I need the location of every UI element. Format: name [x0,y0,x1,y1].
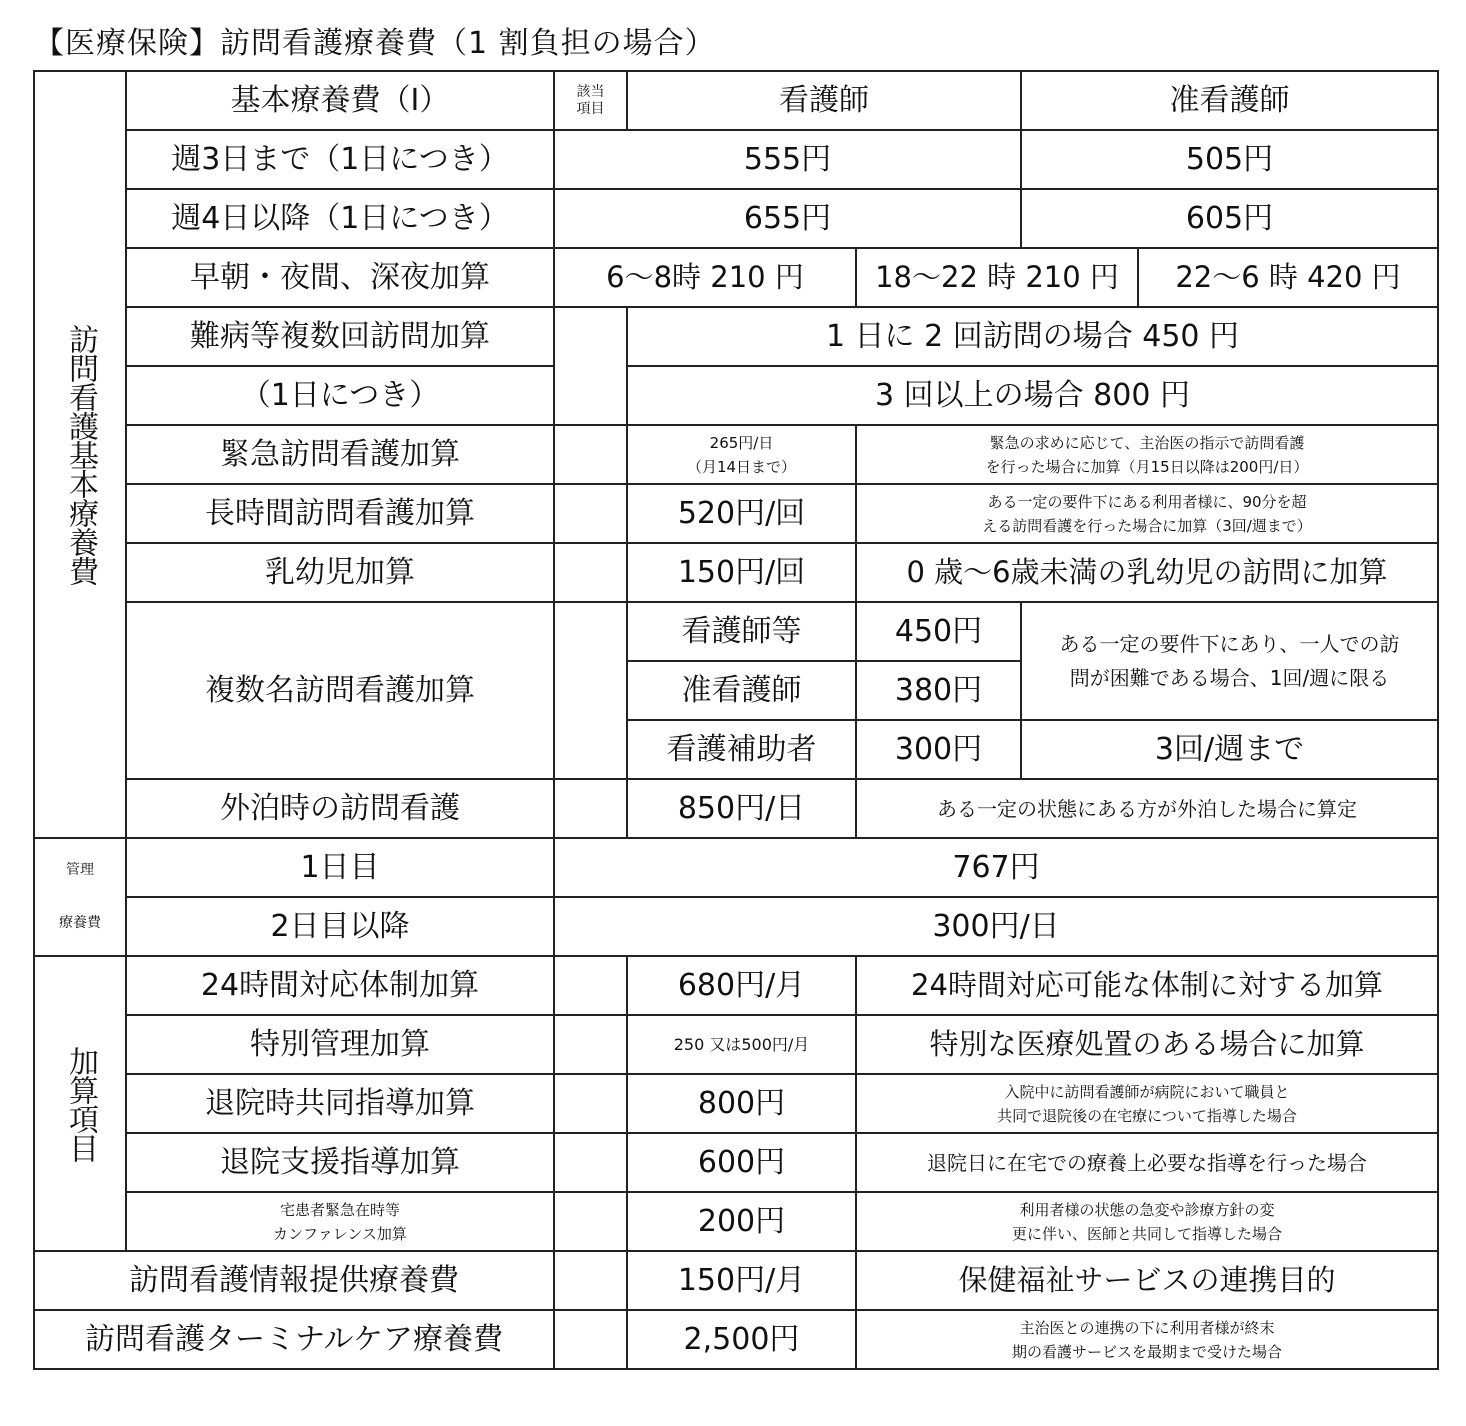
note-cell: 保健福祉サービスの連携目的 [856,1251,1438,1310]
row-label [126,1192,554,1251]
note-cell: 特別な医療処置のある場合に加算 [856,1015,1438,1074]
row-label: 複数名訪問看護加算 [126,602,554,779]
table-row [34,543,1438,602]
applicable-cell [554,1074,627,1133]
section-additions-label: 加算項目 [63,1045,98,1162]
fee-cell: 2,500円 [627,1310,856,1369]
fee-cell: 605円 [1021,189,1438,248]
note-line: 入院中に訪問看護師が病院において職員と [1004,1082,1290,1101]
row-label: （1日につき） [126,366,554,425]
note-line: 主治医との連携の下に利用者様が終末 [1019,1318,1275,1337]
section-basic [34,71,126,838]
table-row [34,484,1438,543]
header-applicable-line1: 該当 [576,83,605,100]
fee-cell: 1 日に 2 回訪問の場合 450 円 [627,307,1438,366]
row-label: 乳幼児加算 [126,543,554,602]
page-title: 【医療保険】訪問看護療養費（1 割負担の場合） [34,26,716,61]
table-row [34,1074,1438,1133]
fee-cell: 300円 [856,720,1021,779]
table-row [34,956,1438,1015]
table-row [34,1015,1438,1074]
table-row [34,1192,1438,1251]
applicable-cell [554,484,627,543]
note-line: える訪問看護を行った場合に加算（3回/週まで） [982,516,1312,535]
fee-table [33,70,1439,1370]
applicable-cell [554,602,627,779]
fee-cell: 22〜6 時 420 円 [1138,248,1438,307]
note-cell: ある一定の状態にある方が外泊した場合に算定 [856,779,1438,838]
table-row [34,248,1438,307]
applicable-cell [554,425,627,484]
fee-cell: 505円 [1021,130,1438,189]
fee-cell: 300円/日 [554,897,1438,956]
fee-line: （月14日まで） [686,457,797,476]
applicable-cell [554,1251,627,1310]
fee-cell: 655円 [554,189,1021,248]
applicable-cell [554,1133,627,1192]
fee-cell [627,425,856,484]
fee-cell: 6〜8時 210 円 [554,248,856,307]
header-row [34,71,1438,130]
table-row [34,602,1438,661]
fee-cell: 555円 [554,130,1021,189]
applicable-cell [554,956,627,1015]
fee-cell: 150円/回 [627,543,856,602]
role-cell: 看護補助者 [627,720,856,779]
table-row [34,1310,1438,1369]
role-cell: 准看護師 [627,661,856,720]
table-row [34,1133,1438,1192]
note-cell [856,1192,1438,1251]
fee-cell: 200円 [627,1192,856,1251]
header-applicable [554,71,627,130]
fee-line: 265円/日 [709,433,774,452]
applicable-cell [554,543,627,602]
header-applicable-line2: 項目 [576,100,605,117]
row-label: 早朝・夜間、深夜加算 [126,248,554,307]
table-row [34,838,1438,897]
role-cell: 看護師等 [627,602,856,661]
note-line: 共同で退院後の在宅療について指導した場合 [997,1106,1297,1125]
note-line: を行った場合に加算（月15日以降は200円/日） [985,457,1309,476]
header-nurse: 看護師 [627,71,1021,130]
row-label: 退院時共同指導加算 [126,1074,554,1133]
fee-cell: 850円/日 [627,779,856,838]
fee-cell: 150円/月 [627,1251,856,1310]
fee-cell: 450円 [856,602,1021,661]
note-cell: 3回/週まで [1021,720,1438,779]
header-item: 基本療養費（Ⅰ） [126,71,554,130]
note-line: ある一定の要件下にある利用者様に、90分を超 [987,492,1307,511]
note-line: ある一定の要件下にあり、一人での訪 [1059,632,1400,656]
row-label: 退院支援指導加算 [126,1133,554,1192]
note-line: 利用者様の状態の急変や診療方針の変 [1019,1200,1275,1219]
table-row [34,779,1438,838]
table-row [34,897,1438,956]
applicable-cell [554,307,627,425]
row-label: 訪問看護ターミナルケア療養費 [34,1310,554,1369]
table-row [34,189,1438,248]
table-row [34,1251,1438,1310]
row-label: 週4日以降（1日につき） [126,189,554,248]
section-management [34,838,126,956]
section-management-line2: 療養費 [59,915,101,931]
note-cell [856,484,1438,543]
fee-cell: 3 回以上の場合 800 円 [627,366,1438,425]
note-cell: 退院日に在宅での療養上必要な指導を行った場合 [856,1133,1438,1192]
note-line: 問が困難である場合、1回/週に限る [1069,666,1390,690]
applicable-cell [554,1015,627,1074]
fee-cell: 600円 [627,1133,856,1192]
note-cell [1021,602,1438,720]
label-line: 宅患者緊急在時等 [279,1200,400,1219]
table-row [34,130,1438,189]
row-label: 24時間対応体制加算 [126,956,554,1015]
table-row [34,425,1438,484]
note-line: 緊急の求めに応じて、主治医の指示で訪問看護 [989,433,1305,452]
row-label: 緊急訪問看護加算 [126,425,554,484]
note-line: 更に伴い、医師と共同して指導した場合 [1011,1224,1282,1243]
note-cell [856,1310,1438,1369]
applicable-cell [554,1192,627,1251]
note-cell: 24時間対応可能な体制に対する加算 [856,956,1438,1015]
applicable-cell [554,779,627,838]
fee-cell: 520円/回 [627,484,856,543]
row-label: 2日目以降 [126,897,554,956]
row-label: 外泊時の訪問看護 [126,779,554,838]
fee-cell: 767円 [554,838,1438,897]
table-row [34,307,1438,366]
applicable-cell [554,1310,627,1369]
section-additions [34,956,126,1251]
table-row [34,366,1438,425]
note-cell [856,1074,1438,1133]
fee-cell: 800円 [627,1074,856,1133]
fee-cell: 250 又は500円/月 [627,1015,856,1074]
row-label: 週3日まで（1日につき） [126,130,554,189]
row-label: 訪問看護情報提供療養費 [34,1251,554,1310]
note-cell: 0 歳〜6歳未満の乳幼児の訪問に加算 [856,543,1438,602]
row-label: 長時間訪問看護加算 [126,484,554,543]
note-cell [856,425,1438,484]
label-line: カンファレンス加算 [273,1224,407,1243]
row-label: 難病等複数回訪問加算 [126,307,554,366]
fee-cell: 680円/月 [627,956,856,1015]
fee-cell: 18〜22 時 210 円 [856,248,1138,307]
note-line: 期の看護サービスを最期まで受けた場合 [1011,1342,1282,1361]
section-management-line1: 管理 [66,861,94,878]
header-assistant-nurse: 准看護師 [1021,71,1438,130]
row-label: 1日目 [126,838,554,897]
fee-cell: 380円 [856,661,1021,720]
row-label: 特別管理加算 [126,1015,554,1074]
section-basic-label: 訪問看護基本療養費 [63,324,98,585]
